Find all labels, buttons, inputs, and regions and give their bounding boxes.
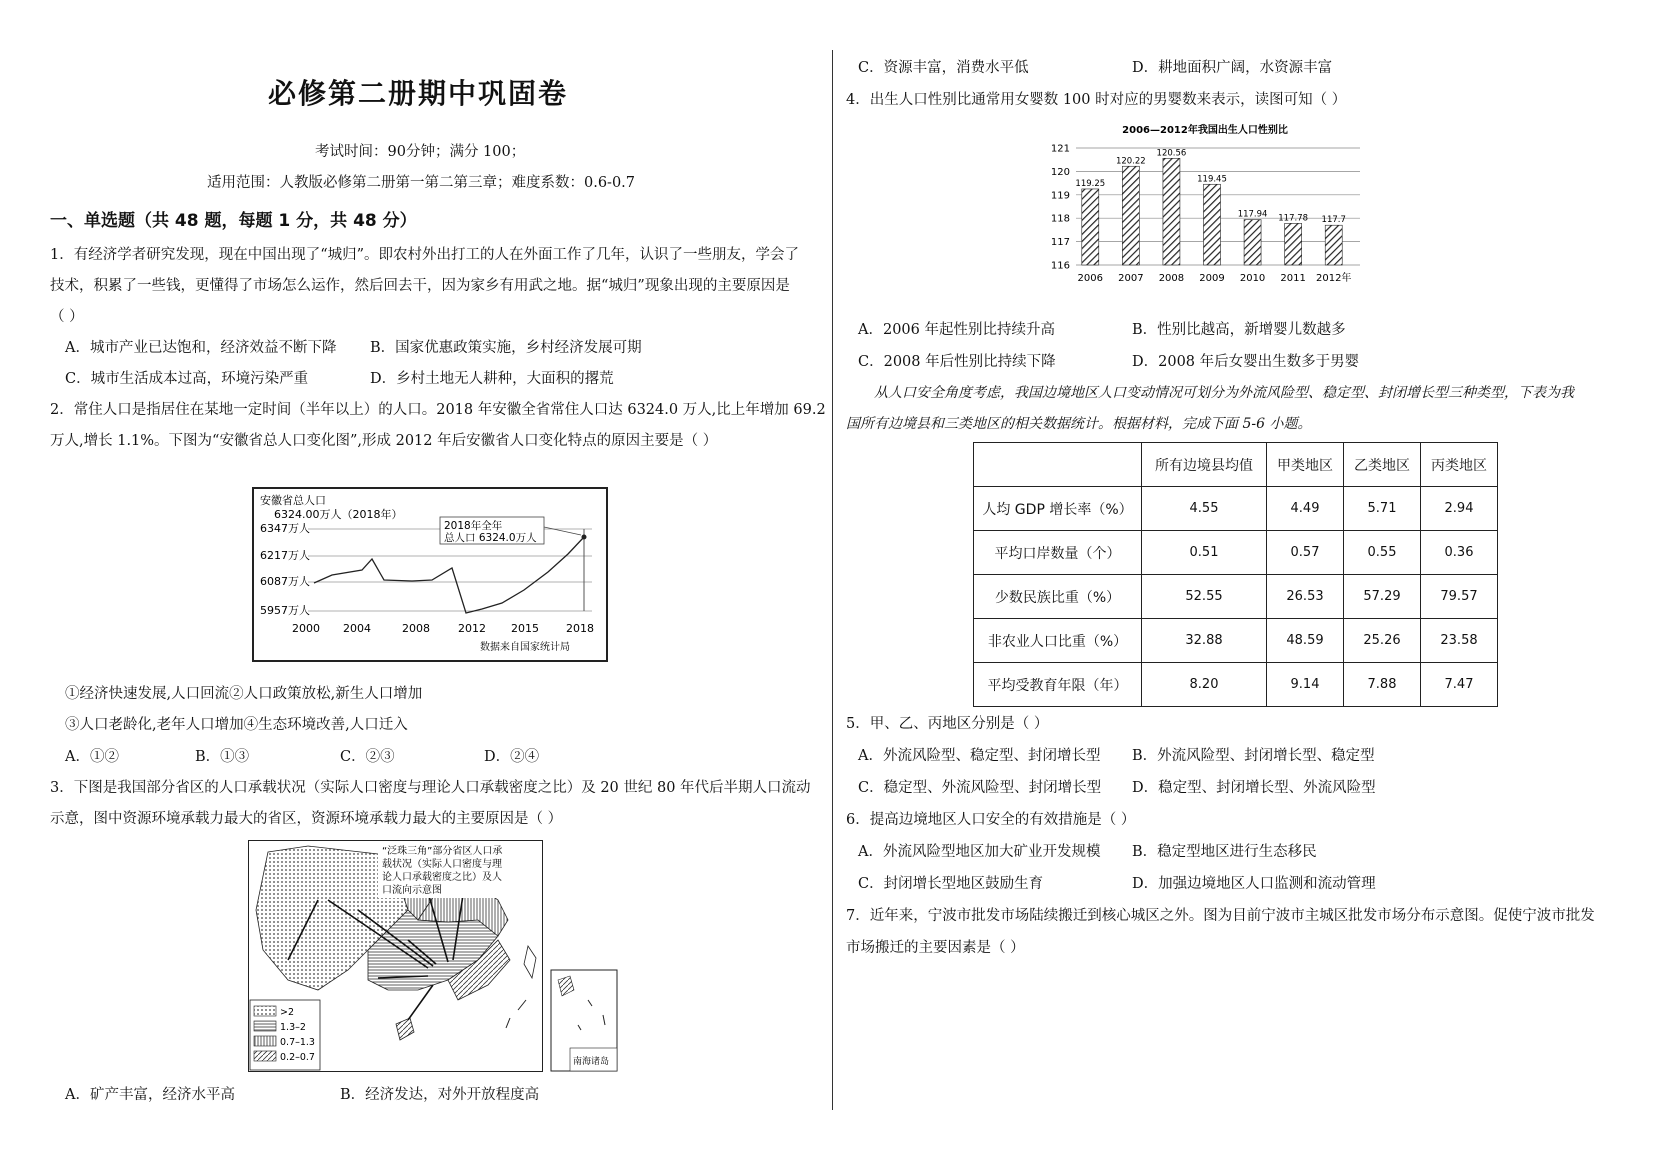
- table-cell: 52.55: [1142, 575, 1267, 619]
- bar-2012年: [1325, 225, 1342, 265]
- q1-option-b[interactable]: B．国家优惠政策实施，乡村经济发展可期: [370, 340, 642, 356]
- table-header-cell: [974, 443, 1142, 487]
- table-row-header: 少数民族比重（%）: [974, 575, 1142, 619]
- x-label-2000: 2000: [292, 622, 320, 635]
- q6-option-b[interactable]: B．稳定型地区进行生态移民: [1132, 844, 1317, 860]
- x-label-2004: 2004: [343, 622, 371, 635]
- bar-2008: [1163, 158, 1180, 265]
- table-cell: 23.58: [1421, 619, 1498, 663]
- q6-option-d[interactable]: D．加强边境地区人口监测和流动管理: [1132, 876, 1376, 892]
- table-cell: 2.94: [1421, 487, 1498, 531]
- x-tick-label: 2006: [1077, 273, 1104, 284]
- y-tick-label: 118: [1050, 213, 1070, 225]
- border-data-table: [973, 442, 1498, 707]
- bar-2006: [1082, 189, 1099, 265]
- chart-title: 安徽省总人口: [260, 494, 326, 507]
- table-header-row: [974, 443, 1498, 487]
- q1-stem-2: 技术，积累了一些钱，更懂得了市场怎么运作，然后回去干，因为家乡有用武之地。据“城归”现象出现的主要原因是: [50, 278, 790, 294]
- legend-swatch: [254, 1021, 276, 1031]
- q3-option-b[interactable]: B．经济发达，对外开放程度高: [340, 1087, 540, 1103]
- population-capacity-map: [248, 840, 618, 1072]
- chart-title: 2006—2012年我国出生人口性别比: [1122, 125, 1288, 136]
- q6-stem: 6．提高边境地区人口安全的有效措施是（ ）: [846, 812, 1136, 828]
- table-row: [974, 663, 1498, 707]
- table-cell: 5.71: [1344, 487, 1421, 531]
- q1-option-a[interactable]: A．城市产业已达饱和，经济效益不断下降: [65, 340, 337, 356]
- q56-intro-1: 从人口安全角度考虑，我国边境地区人口变动情况可划分为外流风险型、稳定型、封闭增长型三种类型，下表为我: [874, 385, 1574, 401]
- x-tick-label: 2012年: [1315, 273, 1352, 284]
- q5-option-b[interactable]: B．外流风险型、封闭增长型、稳定型: [1132, 748, 1375, 764]
- exam-scope: 适用范围：人教版必修第二册第一第二第三章；难度系数：0.6-0.7: [207, 175, 636, 191]
- bar-value-label: 120.22: [1115, 156, 1146, 167]
- sex-ratio-chart: [1040, 120, 1370, 305]
- table-row: [974, 619, 1498, 663]
- bar-value-label: 119.25: [1075, 178, 1106, 189]
- x-tick-label: 2010: [1239, 273, 1266, 284]
- x-tick-label: 2007: [1118, 273, 1144, 284]
- q2-stem-2: 万人,增长 1.1%。下图为“安徽省总人口变化图”,形成 2012 年后安徽省人口变化特点的原因主要是（ ）: [50, 433, 718, 449]
- x-labels: [1078, 271, 1352, 284]
- column-divider: [832, 50, 833, 1110]
- q4-option-c[interactable]: C．2008 年后性别比持续下降: [858, 354, 1056, 370]
- q5-option-a[interactable]: A．外流风险型、稳定型、封闭增长型: [858, 748, 1101, 764]
- y-label-6217: 6217万人: [260, 549, 310, 562]
- q5-option-c[interactable]: C．稳定型、外流风险型、封闭增长型: [858, 780, 1102, 796]
- x-tick-label: 2009: [1199, 273, 1225, 284]
- q4-option-b[interactable]: B．性别比越高，新增婴儿数越多: [1132, 322, 1346, 338]
- bar-2009: [1204, 184, 1221, 265]
- legend-swatch: [254, 1006, 276, 1016]
- table-row: [974, 575, 1498, 619]
- table-row-header: 平均受教育年限（年）: [974, 663, 1142, 707]
- q56-intro-2: 国所有边境县和三类地区的相关数据统计。根据材料，完成下面 5-6 小题。: [846, 416, 1312, 432]
- map-title-line-4: 口流向示意图: [382, 885, 442, 896]
- table-cell: 0.51: [1142, 531, 1267, 575]
- legend-label-4: 0.2–0.7: [280, 1052, 315, 1063]
- anhui-population-chart: [252, 487, 608, 662]
- q3-stem-2: 示意，图中资源环境承载力最大的省区，资源环境承载力最大的主要原因是（ ）: [50, 811, 563, 827]
- callout-line-2: 总人口 6324.0万人: [444, 532, 537, 544]
- chart-subtitle: 6324.00万人（2018年）: [274, 508, 403, 521]
- table-header-cell: 甲类地区: [1267, 443, 1344, 487]
- bar-value-label: 117.94: [1237, 209, 1268, 220]
- exam-time: 考试时间：90分钟；满分 100；: [315, 144, 526, 160]
- bar-value-label: 117.7: [1321, 215, 1346, 226]
- table-row: [974, 487, 1498, 531]
- q6-option-c[interactable]: C．封闭增长型地区鼓励生育: [858, 876, 1044, 892]
- bar-value-label: 120.56: [1156, 148, 1187, 159]
- q3-option-a[interactable]: A．矿产丰富，经济水平高: [65, 1087, 235, 1103]
- legend-label-3: 0.7–1.3: [280, 1037, 315, 1048]
- y-label-6087: 6087万人: [260, 575, 310, 588]
- q2-option-c[interactable]: C．②③: [340, 749, 395, 765]
- y-tick-label: 121: [1050, 143, 1070, 155]
- table-cell: 48.59: [1267, 619, 1344, 663]
- table-row-header: 人均 GDP 增长率（%）: [974, 487, 1142, 531]
- q3-option-d[interactable]: D．耕地面积广阔，水资源丰富: [1132, 60, 1333, 76]
- x-label-2008: 2008: [402, 622, 430, 635]
- q1-option-d[interactable]: D．乡村土地无人耕种，大面积的撂荒: [370, 371, 614, 387]
- q2-stem-1: 2．常住人口是指居住在某地一定时间（半年以上）的人口。2018 年安徽全省常住人口达 6324.0 万人,比上年增加 69.2: [50, 402, 826, 418]
- bar-value-label: 119.45: [1197, 174, 1227, 185]
- q3-stem-1: 3．下图是我国部分省区的人口承载状况（实际人口密度与理论人口承载密度之比）及 20 世纪 80 年代后半期人口流动: [50, 780, 811, 796]
- table-cell: 9.14: [1267, 663, 1344, 707]
- q2-statement-2: ③人口老龄化,老年人口增加④生态环境改善,人口迁入: [65, 717, 408, 733]
- table-cell: 57.29: [1344, 575, 1421, 619]
- bar-2007: [1122, 166, 1139, 265]
- q3-option-c[interactable]: C．资源丰富，消费水平低: [858, 60, 1029, 76]
- table-cell: 4.49: [1267, 487, 1344, 531]
- q7-stem-1: 7．近年来，宁波市批发市场陆续搬迁到核心城区之外。图为目前宁波市主城区批发市场分布示意图。促使宁波市批发: [846, 908, 1595, 924]
- x-label-2015: 2015: [511, 622, 539, 635]
- bar-2011: [1285, 223, 1302, 265]
- bar-2010: [1244, 220, 1261, 265]
- q5-option-d[interactable]: D．稳定型、封闭增长型、外流风险型: [1132, 780, 1376, 796]
- legend-label-1: >2: [280, 1007, 295, 1018]
- inset-label: 南海诸岛: [573, 1057, 610, 1067]
- map-title-line-1: “泛珠三角”部分省区人口承: [382, 846, 503, 857]
- q2-option-b[interactable]: B．①③: [195, 749, 250, 765]
- legend-label-2: 1.3–2: [280, 1022, 306, 1033]
- q1-option-c[interactable]: C．城市生活成本过高，环境污染严重: [65, 371, 309, 387]
- table-cell: 4.55: [1142, 487, 1267, 531]
- chart-source: 数据来自国家统计局: [480, 642, 570, 653]
- q2-option-d[interactable]: D．②④: [484, 749, 540, 765]
- table-row-header: 非农业人口比重（%）: [974, 619, 1142, 663]
- table-cell: 26.53: [1267, 575, 1344, 619]
- table-row-header: 平均口岸数量（个）: [974, 531, 1142, 575]
- q2-option-a[interactable]: A．①②: [65, 749, 119, 765]
- bar-value-label: 117.78: [1278, 213, 1309, 224]
- y-tick-label: 117: [1050, 237, 1070, 249]
- x-tick-label: 2008: [1158, 273, 1185, 284]
- x-label-2018: 2018: [566, 622, 594, 635]
- table-cell: 7.47: [1421, 663, 1498, 707]
- page-title: 必修第二册期中巩固卷: [268, 77, 569, 110]
- table-cell: 79.57: [1421, 575, 1498, 619]
- legend-swatch: [254, 1036, 276, 1046]
- q5-stem: 5．甲、乙、丙地区分别是（ ）: [846, 716, 1049, 732]
- table-header-cell: 所有边境县均值: [1142, 443, 1267, 487]
- q6-option-a[interactable]: A．外流风险型地区加大矿业开发规模: [858, 844, 1101, 860]
- table-cell: 8.20: [1142, 663, 1267, 707]
- map-title-line-3: 论人口承载密度之比）及人: [382, 872, 502, 883]
- q1-stem-3: （ ）: [50, 309, 84, 325]
- x-tick-label: 2011: [1280, 273, 1306, 284]
- map-title-line-2: 载状况（实际人口密度与理: [382, 859, 502, 870]
- y-label-6347: 6347万人: [260, 522, 310, 535]
- table-cell: 0.57: [1267, 531, 1344, 575]
- table-cell: 7.88: [1344, 663, 1421, 707]
- table-row: [974, 531, 1498, 575]
- q4-option-a[interactable]: A．2006 年起性别比持续升高: [858, 322, 1055, 338]
- y-label-5957: 5957万人: [260, 604, 310, 617]
- q1-stem-1: 1．有经济学者研究发现，现在中国出现了“城归”。即农村外出打工的人在外面工作了几年，认识了一些朋友，学会了: [50, 247, 800, 263]
- table-cell: 32.88: [1142, 619, 1267, 663]
- section-heading: 一、单选题（共 48 题，每题 1 分，共 48 分）: [50, 211, 417, 231]
- table-header-cell: 乙类地区: [1344, 443, 1421, 487]
- point-2018: [582, 535, 587, 540]
- y-tick-label: 120: [1050, 166, 1070, 178]
- q2-statement-1: ①经济快速发展,人口回流②人口政策放松,新生人口增加: [65, 686, 423, 702]
- legend-swatch: [254, 1051, 276, 1061]
- y-tick-label: 119: [1050, 190, 1070, 202]
- table-header-cell: 丙类地区: [1421, 443, 1498, 487]
- table-cell: 0.55: [1344, 531, 1421, 575]
- q4-option-d[interactable]: D．2008 年后女婴出生数多于男婴: [1132, 354, 1360, 370]
- q4-stem: 4．出生人口性别比通常用女婴数 100 时对应的男婴数来表示，读图可知（ ）: [846, 92, 1347, 108]
- callout-line-1: 2018年全年: [444, 520, 503, 532]
- x-label-2012: 2012: [458, 622, 486, 635]
- table-cell: 25.26: [1344, 619, 1421, 663]
- y-tick-label: 116: [1050, 260, 1070, 272]
- y-ticks: [1051, 144, 1070, 272]
- q7-stem-2: 市场搬迁的主要因素是（ ）: [846, 940, 1025, 956]
- table-cell: 0.36: [1421, 531, 1498, 575]
